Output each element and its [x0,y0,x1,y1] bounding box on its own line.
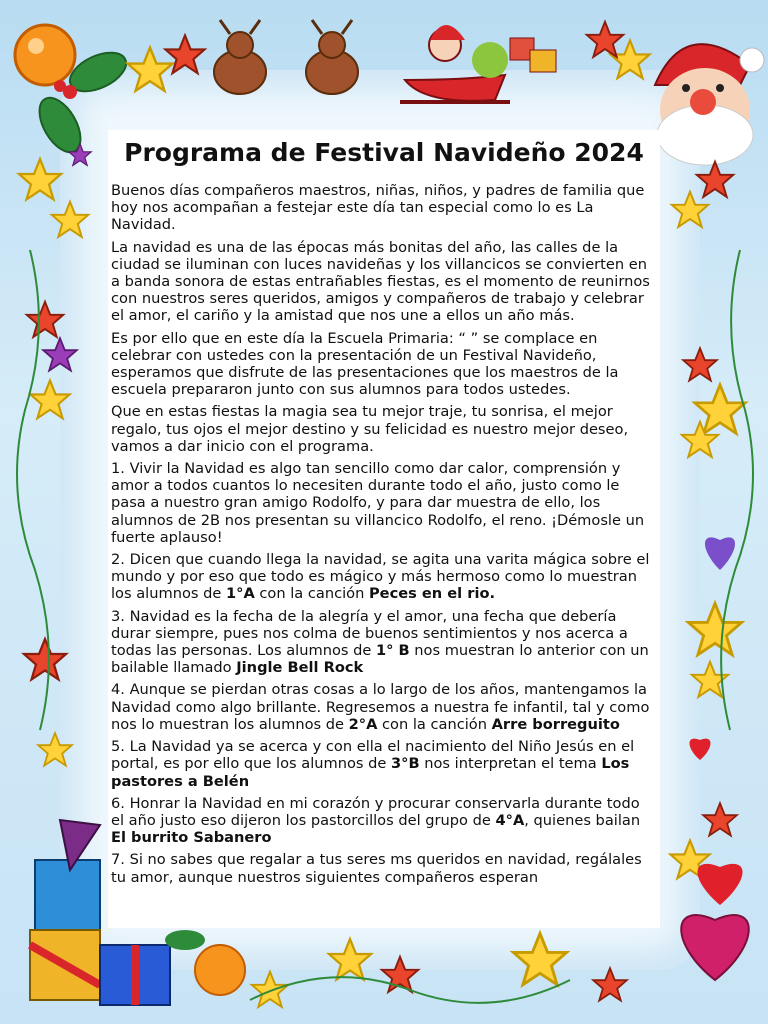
program-sheet [108,130,660,928]
santa-sleigh-icon [400,25,556,102]
item-text: con la canción [377,715,492,733]
group-name: 2°A [348,715,378,733]
program-body [111,182,657,891]
group-name: 4°A [495,811,525,829]
intro-paragraph-2: La navidad es una de las épocas más bonitas del año, las calles de la ciudad se iluminan con luces navideñas y los villancicos se convierten en a banda sonora de estas entrañables fiestas, es el momento de reunirnos con nuestros seres queridos, amigos y compañeros de trabajo y celebrar el amor, el cariño y la amistad que nos une a ellos un año más. [111,238,650,325]
song-title: Los pastores a Belén [111,755,630,790]
group-name: 1° B [376,642,410,660]
item-text: nos muestran lo anterior con un bailable llamado [111,642,649,677]
group-name: 3°B [391,755,420,773]
group-name: 1°A [226,585,255,603]
song-title: Jingle Bell Rock [236,659,364,677]
program-item-7: 7. Si no sabes que regalar a tus seres ms queridos en navidad, regálales tu amor, aunque nuestros siguientes compañeros esperan [111,851,642,886]
song-title: Peces en el rio. [368,585,496,603]
song-title: El burrito Sabanero [111,829,272,847]
page-title: Programa de Festival Navideño 2024 [124,138,644,167]
item-text: con la canción [254,585,369,603]
intro-paragraph-4: Que en estas fiestas la magia sea tu mejor traje, tu sonrisa, el mejor regalo, tus ojos el mejor destino y su felicidad es nuestro mejor deseo, vamos a dar inicio con el programa. [111,403,629,455]
item-text: 4. Aunque se pierdan otras cosas a lo largo de los años, mantengamos la Navidad como algo brillante. Regresemos a nuestra fe infantil, tal y como nos lo muestran los alumnos de [111,681,650,733]
program-item-6 [111,795,657,847]
item-text: , quienes bailan [524,811,641,829]
program-item-5 [111,738,657,790]
program-item-1: 1. Vivir la Navidad es algo tan sencillo como dar calor, comprensión y amor a todos cuantos lo necesiten durante todo el año, justo como le pasa a nuestro gran amigo Rodolfo, y para dar muestra de ello, los alumnos de 2B nos presentan su villancico Rodolfo, el reno. ¡Démosle un fuerte aplauso! [111,460,645,546]
program-item-2 [111,551,657,603]
item-text: nos interpretan el tema [419,755,602,773]
item-text: 3. Navidad es la fecha de la alegría y el amor, una fecha que debería durar siempre, pues nos colma de buenos sentimientos y nos acerca a todas las personas. Los alumnos de [111,607,628,660]
item-text: 5. La Navidad ya se acerca y con ella el nacimiento del Niño Jesús en el portal, es por ello que los alumnos de [111,738,635,773]
program-item-4 [111,681,657,733]
item-text: 2. Dicen que cuando llega la navidad, se agita una varita mágica sobre el mundo y por eso que todo es mágico y más hermoso como lo muestran los alumnos de [111,551,650,603]
ornament-ball-icon [15,25,75,85]
song-title: Arre borreguito [491,715,620,733]
intro-paragraph-3: Es por ello que en este día la Escuela Primaria: “ ” se complace en celebrar con ustedes con la presentación de un Festival Navideño, esperamos que disfrute de las presentaciones que los maestros de la escuela prepararon junto con sus alumnos para todos ustedes. [111,329,619,399]
santa-face-icon [655,44,764,165]
program-item-3 [111,608,657,677]
reindeer-icon [214,20,358,94]
intro-paragraph-1: Buenos días compañeros maestros, niñas, niños, y padres de familia que hoy nos acompañan a festejar este día tan especial como lo es La Navidad. [111,182,645,234]
item-text: 6. Honrar la Navidad en mi corazón y procurar conservarla durante todo el año justo eso dijeron los pastorcillos del grupo de [111,794,640,829]
